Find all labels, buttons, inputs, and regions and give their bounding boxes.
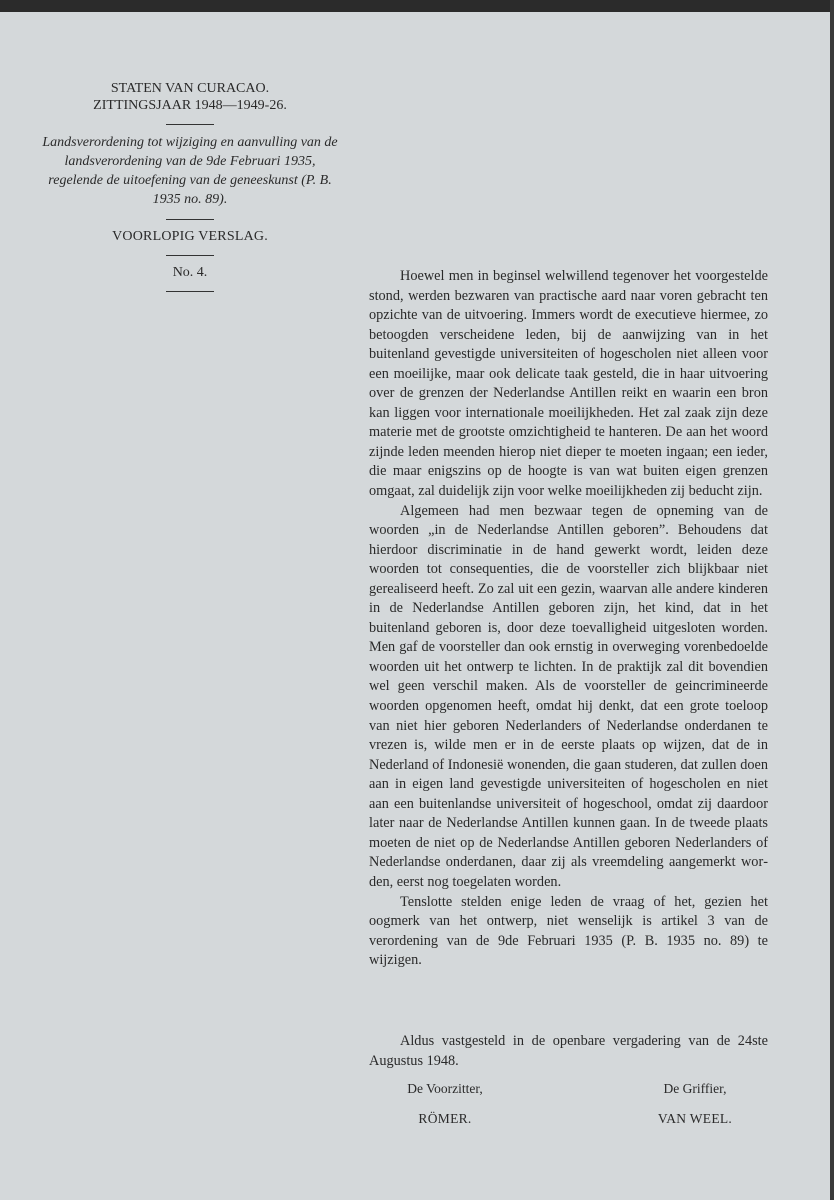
chairman-title: De Voorzitter, [407, 1081, 483, 1096]
divider [166, 291, 214, 292]
bill-title: Landsverordening tot wijziging en aanvulling van de landsverordening van de 9de Februari 1935, regelende de uitoefening van de geneeskunst (P. B. 1935 no. 89). [42, 135, 338, 207]
paragraph: Algemeen had men bezwaar tegen de opneming van de woorden „in de Nederlandse Antillen geboren”. Behoudens dat hierdoor discriminatie in de hand gewerkt wordt, leiden deze woorden tot consequenties, die de voorsteller zich blijkbaar niet gerealiseerd heeft. Zo zal uit een gezin, waarvan alle andere kinderen in de Nederlandse Antillen geboren zijn, het kind, dat in het buitenland geboren is, door deze toevalligheid uitgesloten worden. Men gaf de voorsteller dan ook ernstig in overweging vorenbedoelde woorden uit het ontwerp te lichten. In de praktijk zal dit bovendien wel geen verschil maken. Als de voorsteller de geincrimineerde woorden opgenomen heeft, omdat hij denkt, dat een grote toeloop van niet hier geboren Nederlanders of Nederlandse onderdanen te vrezen is, wilde men er in de eerste plaats op wijzen, dat de in Nederland of Indonesië wonenden, die gaan studeren, dat zullen doen aan in eigen land gevestigde universiteiten of hogescholen en niet aan een buitenlandse universiteit of hogeschool, omdat zij daardoor later naar de Nederlandse Antillen kunnen gaan. In de tweede plaats moeten de niet op de Nederlandse Antillen geboren Nederlanders of Nederlandse onderdanen, daar zij als vreemdeling aangemerkt worden, eerst nog toegelaten worden. [369, 502, 768, 890]
divider [166, 124, 214, 125]
paragraph: Hoewel men in beginsel welwillend tegenover het voorgestelde stond, werden bezwaren van practische aard naar voren gebracht ten opzichte van de uitvoering. Immers wordt de executieve hiermee, zo betoogden verscheidene leden, bij de aanwijzing van in het buitenland gevestigde universiteiten of hogescholen niet alleen voor een moeilijke, maar ook delicate taak gesteld, die in haar uitvoering over de grenzen der Nederlandse Antillen reikt en waarin een bron kan liggen voor internationale moeilijkheden. Het zal zaak zijn deze materie met de grootste omzichtigheid te hanteren. De aan het woord zijnde leden meenden hierop niet dieper te moeten ingaan; een ieder, die maar enigszins op de hoogte is van wat buiten eigen grenzen omgaat, zal duidelijk zijn voor welke moeilijkheden zij beducht zijn. [369, 268, 768, 500]
divider [166, 255, 214, 256]
closing-paragraph: Aldus vastgesteld in de openbare vergadering van de 24ste Augustus 1948. [369, 1033, 768, 1069]
chairman-name: RÖMER. [418, 1111, 472, 1126]
scan-edge [830, 0, 834, 1200]
divider [166, 219, 214, 220]
paragraph: Tenslotte stelden enige leden de vraag of het, gezien het oogmerk van het ontwerp, niet wenselijk is artikel 3 van de verordening van de 9de Februari 1935 (P. B. 1935 no. 89) te wijzigen. [369, 893, 768, 969]
report-type: VOORLOPIG VERSLAG. [112, 229, 268, 244]
report-number: No. 4. [172, 265, 208, 280]
report-body [369, 267, 768, 971]
document-header [40, 80, 340, 300]
document-page [0, 12, 830, 1200]
closing-statement [369, 1032, 768, 1071]
assembly-name: STATEN VAN CURACAO. [110, 81, 270, 96]
chairman-signature [380, 1080, 510, 1128]
clerk-title: De Griffier, [663, 1081, 727, 1096]
clerk-signature [630, 1080, 760, 1128]
clerk-name: VAN WEEL. [657, 1111, 733, 1126]
session-year: ZITTINGSJAAR 1948—1949-26. [93, 98, 287, 113]
